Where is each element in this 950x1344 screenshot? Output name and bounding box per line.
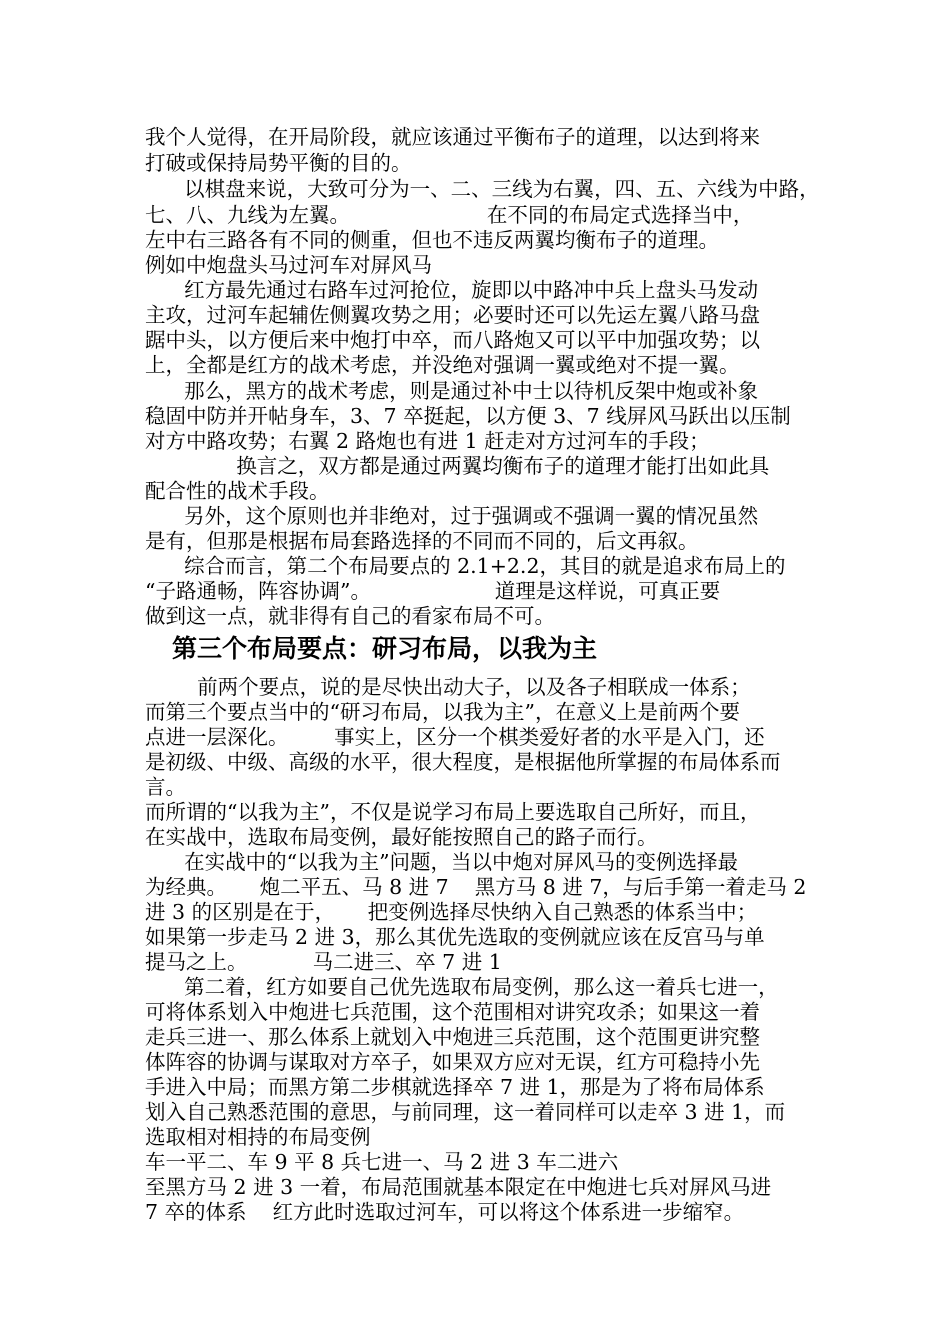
paragraph-line: 那么，黑方的战术考虑，则是通过补中士以待机反架中炮或补象 bbox=[145, 379, 759, 403]
paragraph-line: 走兵三进一、那么体系上就划入中炮进三兵范围，这个范围更讲究整 bbox=[145, 1025, 760, 1049]
paragraph-line: 例如中炮盘头马过河车对屏风马 bbox=[145, 253, 432, 277]
paragraph-line: 我个人觉得，在开局阶段，就应该通过平衡布子的道理，以达到将来 bbox=[145, 125, 760, 149]
paragraph-line: 提马之上。 马二进三、卒 7 进 1 bbox=[145, 950, 502, 974]
paragraph-line: 是初级、中级、高级的水平，很大程度，是根据他所掌握的布局体系而 bbox=[145, 750, 781, 774]
paragraph-line: 另外，这个原则也并非绝对，过于强调或不强调一翼的情况虽然 bbox=[145, 504, 759, 528]
paragraph-line: 车一平二、车 9 平 8 兵七进一、马 2 进 3 车二进六 bbox=[145, 1150, 619, 1174]
paragraph-line: 点进一层深化。 事实上，区分一个棋类爱好者的水平是入门，还 bbox=[145, 725, 765, 749]
paragraph-line: 第二着，红方如要自己优先选取布局变例，那么这一着兵七进一， bbox=[145, 975, 779, 999]
paragraph-line: 在实战中的“以我为主”问题，当以中炮对屏风马的变例选择最 bbox=[145, 850, 739, 874]
paragraph-line: 至黑方马 2 进 3 一着，布局范围就基本限定在中炮进七兵对屏风马进 bbox=[145, 1175, 772, 1199]
paragraph-line: “子路通畅，阵容协调”。 道理是这样说，可真正要 bbox=[145, 579, 721, 603]
paragraph-line: 划入自己熟悉范围的意思，与前同理，这一着同样可以走卒 3 进 1，而 bbox=[145, 1100, 786, 1124]
paragraph-line: 可将体系划入中炮进七兵范围，这个范围相对讲究攻杀；如果这一着 bbox=[145, 1000, 760, 1024]
paragraph-line: 以棋盘来说，大致可分为一、二、三线为右翼，四、五、六线为中路， bbox=[145, 177, 820, 201]
paragraph-line: 而第三个要点当中的“研习布局，以我为主”，在意义上是前两个要 bbox=[145, 700, 740, 724]
paragraph-line: 踞中头，以方便后来中炮打中卒，而八路炮又可以平中加强攻势；以 bbox=[145, 328, 760, 352]
paragraph-line: 打破或保持局势平衡的目的。 bbox=[145, 151, 412, 175]
section-heading: 第三个布局要点：研习布局，以我为主 bbox=[172, 634, 598, 663]
paragraph-line: 上，全都是红方的战术考虑，并没绝对强调一翼或绝对不提一翼。 bbox=[145, 353, 740, 377]
paragraph-line: 进 3 的区别是在于， 把变例选择尽快纳入自己熟悉的体系当中； bbox=[145, 900, 758, 924]
paragraph-line: 稳固中防并开帖身车，3、7 卒挺起，以方便 3、7 线屏风马跃出以压制 bbox=[145, 404, 791, 428]
paragraph-line: 如果第一步走马 2 进 3，那么其优先选取的变例就应该在反宫马与单 bbox=[145, 925, 765, 949]
paragraph-line: 换言之，双方都是通过两翼均衡布子的道理才能打出如此具 bbox=[145, 454, 770, 478]
paragraph-line: 在实战中，选取布局变例，最好能按照自己的路子而行。 bbox=[145, 825, 658, 849]
paragraph-line: 体阵容的协调与谋取对方卒子，如果双方应对无误，红方可稳持小先 bbox=[145, 1050, 760, 1074]
paragraph-line: 而所谓的“以我为主”，不仅是说学习布局上要选取自己所好，而且， bbox=[145, 800, 761, 824]
paragraph-line: 手进入中局；而黑方第二步棋就选择卒 7 进 1，那是为了将布局体系 bbox=[145, 1075, 765, 1099]
paragraph-line: 红方最先通过右路车过河抢位，旋即以中路冲中兵上盘头马发动 bbox=[145, 278, 759, 302]
paragraph-line: 7 卒的体系 红方此时选取过河车，可以将这个体系进一步缩窄。 bbox=[145, 1200, 745, 1224]
paragraph-line: 左中右三路各有不同的侧重，但也不违反两翼均衡布子的道理。 bbox=[145, 228, 719, 252]
paragraph-line: 做到这一点，就非得有自己的看家布局不可。 bbox=[145, 604, 555, 628]
paragraph-line: 为经典。 炮二平五、马 8 进 7 黑方马 8 进 7，与后手第一着走马 2 bbox=[145, 875, 807, 899]
paragraph-line: 言。 bbox=[145, 775, 186, 799]
paragraph-line: 主攻，过河车起辅佐侧翼攻势之用；必要时还可以先运左翼八路马盘 bbox=[145, 303, 760, 327]
paragraph-line: 选取相对相持的布局变例 bbox=[145, 1125, 371, 1149]
paragraph-line: 是有，但那是根据布局套路选择的不同而不同的，后文再叙。 bbox=[145, 529, 699, 553]
paragraph-line: 配合性的战术手段。 bbox=[145, 479, 330, 503]
paragraph-line: 前两个要点，说的是尽快出动大子，以及各子相联成一体系； bbox=[145, 675, 751, 699]
paragraph-line: 七、八、九线为左翼。 在不同的布局定式选择当中， bbox=[145, 203, 754, 227]
paragraph-line: 对方中路攻势；右翼 2 路炮也有进 1 赶走对方过河车的手段； bbox=[145, 429, 710, 453]
paragraph-line: 综合而言，第二个布局要点的 2.1+2.2，其目的就是追求布局上的 bbox=[145, 554, 786, 578]
